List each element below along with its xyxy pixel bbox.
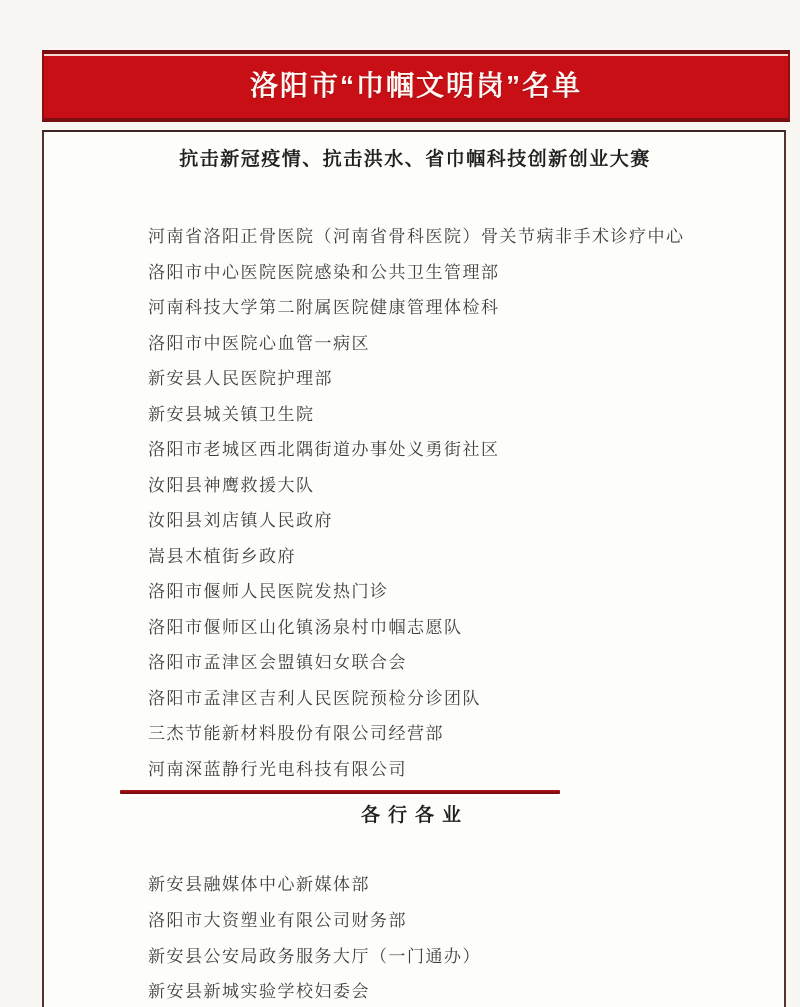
- org-list-item: 洛阳市中心医院医院感染和公共卫生管理部: [148, 262, 500, 282]
- org-list-item: 新安县城关镇卫生院: [148, 404, 315, 424]
- org-list-item: 洛阳市偃师人民医院发热门诊: [148, 582, 389, 601]
- org-list-item: 新安县融媒体中心新媒体部: [148, 875, 370, 894]
- org-list-item: 汝阳县神鹰救援大队: [148, 475, 315, 495]
- section1-heading: 抗击新冠疫情、抗击洪水、省巾帼科技创新创业大赛: [179, 149, 651, 170]
- org-list-item: 洛阳市中医院心血管一病区: [148, 333, 370, 353]
- org-list-item: 三杰节能新材料股份有限公司经营部: [148, 724, 444, 743]
- section1-list: [148, 219, 685, 787]
- org-list-item: 嵩县木植街乡政府: [148, 546, 296, 566]
- org-list-item: 河南科技大学第二附属医院健康管理体检科: [148, 298, 500, 317]
- org-list-item: 河南省洛阳正骨医院（河南省骨科医院）骨关节病非手术诊疗中心: [148, 227, 685, 246]
- page-title: 洛阳市“巾帼文明岗”名单: [249, 70, 582, 101]
- org-list-item: 洛阳市老城区西北隅街道办事处义勇街社区: [148, 440, 500, 459]
- section2-list: [148, 867, 481, 1007]
- section2-heading: 各行各业: [360, 805, 469, 826]
- org-list-item: 河南深蓝静行光电科技有限公司: [148, 759, 407, 779]
- org-list-item: 洛阳市孟津区会盟镇妇女联合会: [148, 653, 407, 672]
- org-list-item: 洛阳市大资塑业有限公司财务部: [148, 910, 407, 930]
- org-list-item: 洛阳市孟津区吉利人民医院预检分诊团队: [148, 688, 481, 708]
- org-list-item: 新安县公安局政务服务大厅（一门通办）: [148, 946, 481, 966]
- org-list-item: 洛阳市偃师区山化镇汤泉村巾帼志愿队: [148, 617, 463, 637]
- title-banner: [42, 50, 790, 122]
- org-list-item: 新安县新城实验学校妇委会: [148, 982, 370, 1002]
- red-divider-line: [120, 790, 560, 794]
- org-list-item: 新安县人民医院护理部: [148, 369, 333, 388]
- org-list-item: 汝阳县刘店镇人民政府: [148, 511, 333, 530]
